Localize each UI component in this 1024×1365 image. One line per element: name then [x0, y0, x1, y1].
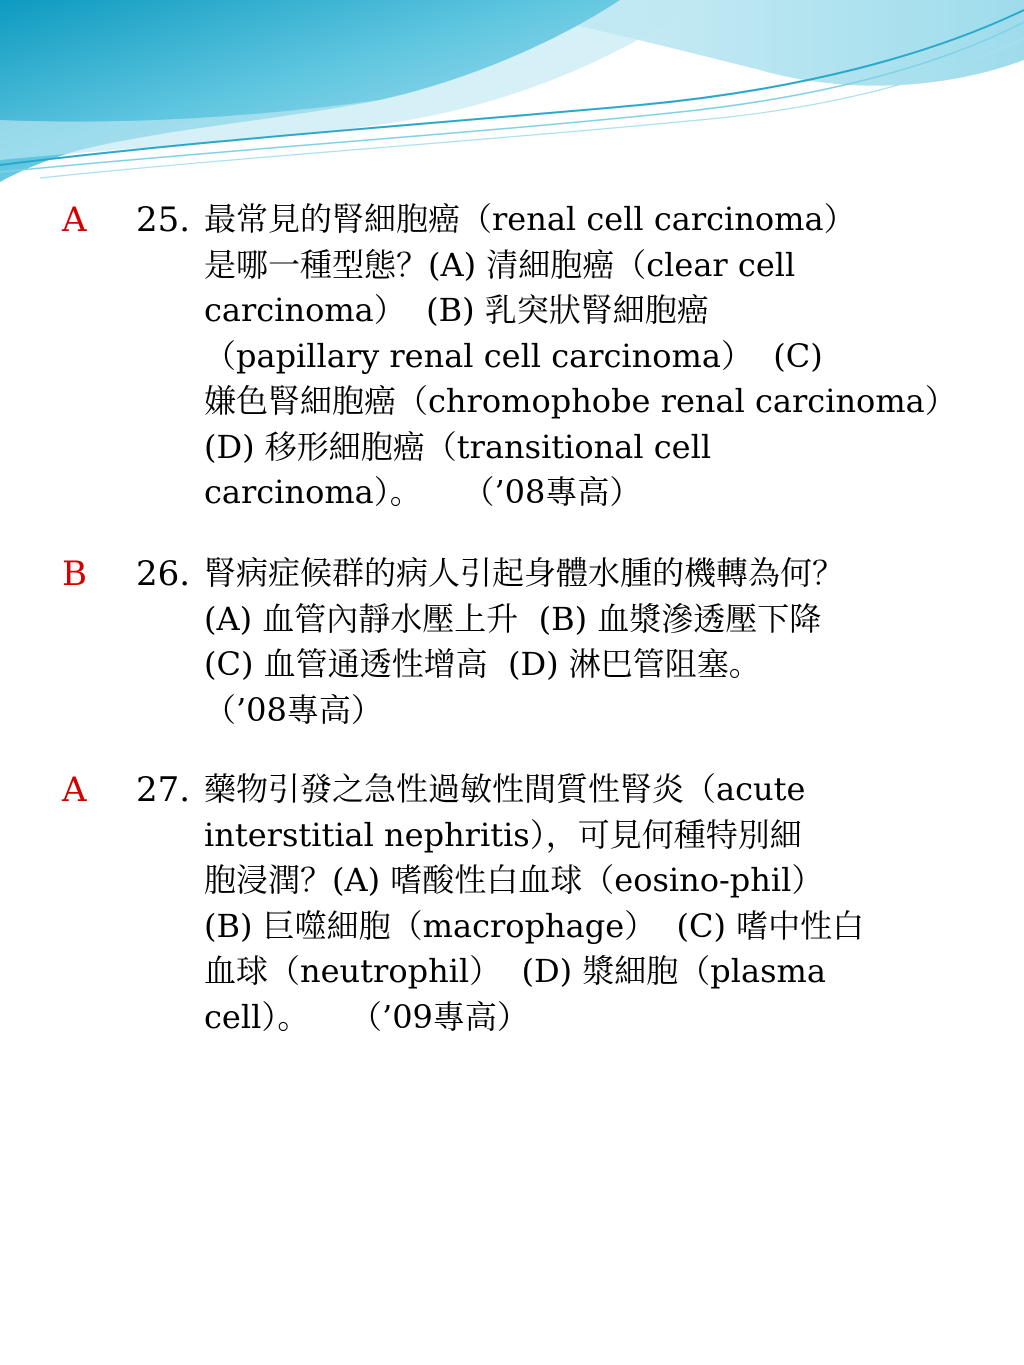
question-number: 25. [136, 200, 191, 240]
question-number: 27. [136, 770, 191, 810]
answer-label: B [62, 554, 87, 594]
question-line: 最常見的腎細胞癌（renal cell carcinoma） [204, 200, 856, 238]
question-line: 是哪一種型態？(A) 清細胞癌（clear cell [204, 245, 796, 284]
question-line: interstitial nephritis），可見何種特別細 [204, 815, 802, 854]
question-line: 胞浸潤？(A) 嗜酸性白血球（eosino-phil） [204, 861, 824, 899]
question-line: 藥物引發之急性過敏性間質性腎炎（acute [204, 770, 806, 808]
question-line: carcinoma）。 （’08專高） [204, 473, 642, 511]
question-line: (A) 血管內靜水壓上升 (B) 血漿滲透壓下降 [204, 599, 822, 638]
question-line: 腎病症候群的病人引起身體水腫的機轉為何？ [204, 554, 845, 592]
question-text [204, 767, 1014, 1040]
question-line: cell）。 （’09專高） [204, 997, 529, 1036]
question-line: （papillary renal cell carcinoma） (C) [204, 336, 823, 375]
question-number: 26. [136, 554, 191, 594]
question-line: (C) 血管通透性增高 (D) 淋巴管阻塞。 [204, 645, 761, 683]
question-line: 嫌色腎細胞癌（chromophobe renal carcinoma） [204, 382, 957, 420]
question-line: (D) 移形細胞癌（transitional cell [204, 427, 712, 466]
question-text [204, 551, 1014, 733]
question-line: (B) 巨噬細胞（macrophage） (C) 嗜中性白 [204, 906, 865, 945]
question-line: 血球（neutrophil） (D) 漿細胞（plasma [204, 952, 826, 990]
answer-label: A [62, 200, 87, 240]
header-wave-decoration [0, 0, 1024, 190]
question-text [204, 197, 1014, 516]
question-line: carcinoma） (B) 乳突狀腎細胞癌 [204, 291, 709, 329]
question-line: （’08專高） [204, 690, 383, 729]
answer-label: A [62, 770, 87, 810]
